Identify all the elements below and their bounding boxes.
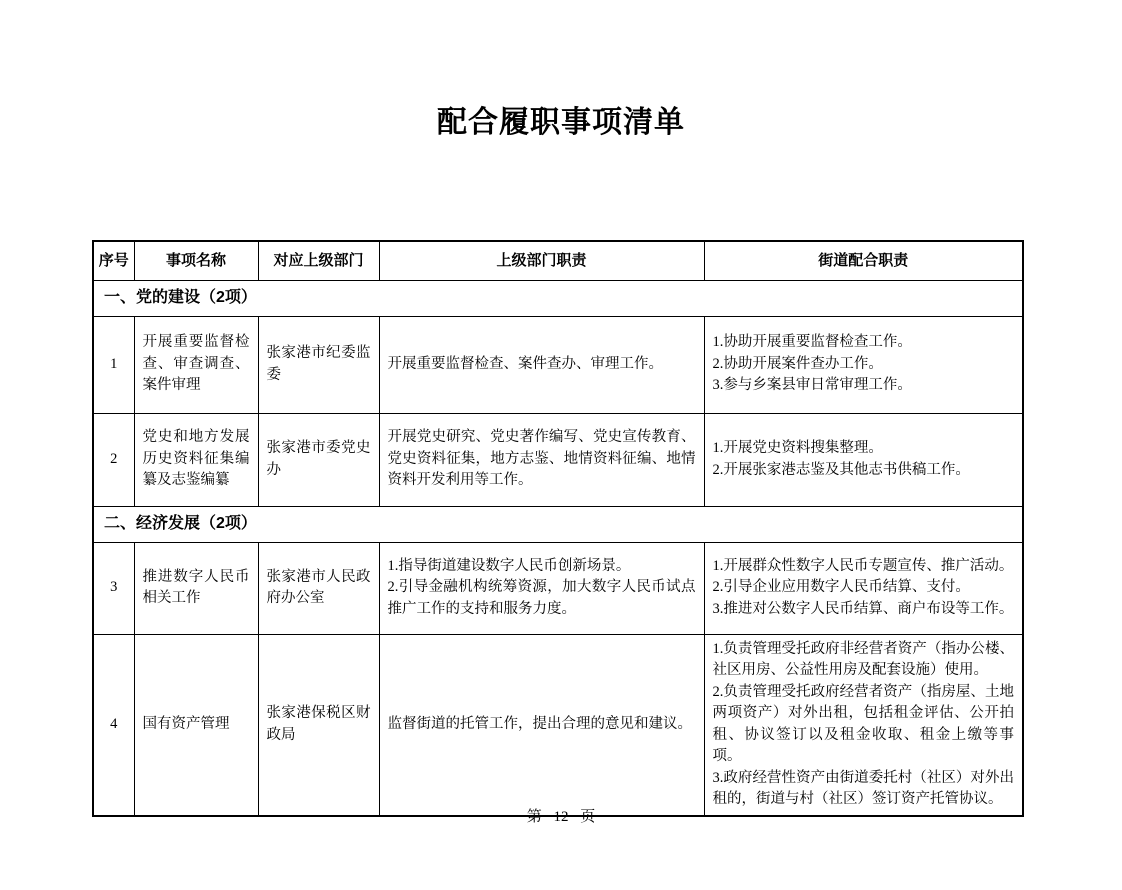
cell-serial-number: 2 bbox=[93, 413, 134, 506]
cell-serial-number: 1 bbox=[93, 316, 134, 413]
duty-line: 2.引导企业应用数字人民币结算、支付。 bbox=[712, 579, 970, 596]
cell-serial-number: 3 bbox=[93, 542, 134, 634]
duty-line: 监督街道的托管工作，提出合理的意见和建议。 bbox=[387, 715, 692, 732]
section-title: 一、党的建设（2项） bbox=[93, 280, 1023, 316]
cell-superior-duties bbox=[379, 316, 704, 413]
cell-item-name: 党史和地方发展历史资料征集编纂及志鉴编纂 bbox=[134, 413, 258, 506]
header-superior-department: 对应上级部门 bbox=[258, 241, 379, 280]
cell-superior-department: 张家港市纪委监委 bbox=[258, 316, 379, 413]
cell-superior-duties bbox=[379, 413, 704, 506]
duty-line: 3.推进对公数字人民币结算、商户布设等工作。 bbox=[712, 600, 1014, 617]
duty-line: 1.协助开展重要监督检查工作。 bbox=[712, 334, 912, 351]
cell-street-duties bbox=[704, 413, 1023, 506]
header-item-name: 事项名称 bbox=[134, 241, 258, 280]
section-header-economic-development bbox=[93, 506, 1023, 542]
cell-item-name: 推进数字人民币相关工作 bbox=[134, 542, 258, 634]
cell-item-name: 国有资产管理 bbox=[134, 634, 258, 816]
cell-street-duties bbox=[704, 316, 1023, 413]
duty-line: 3.政府经营性资产由街道委托村（社区）对外出租的，街道与村（社区）签订资产托管协议。 bbox=[712, 769, 1014, 807]
duty-items-table bbox=[92, 240, 1024, 817]
header-serial-number: 序号 bbox=[93, 241, 134, 280]
cell-street-duties bbox=[704, 542, 1023, 634]
cell-superior-duties bbox=[379, 542, 704, 634]
duty-line: 1.开展党史资料搜集整理。 bbox=[712, 440, 883, 456]
cell-superior-department: 张家港市委党史办 bbox=[258, 413, 379, 506]
table-row bbox=[93, 413, 1023, 506]
header-street-duties: 街道配合职责 bbox=[704, 241, 1023, 280]
duty-line: 3.参与乡案县审日常审理工作。 bbox=[712, 377, 912, 394]
header-superior-duties: 上级部门职责 bbox=[379, 241, 704, 280]
page-title: 配合履职事项清单 bbox=[437, 106, 685, 139]
cell-serial-number: 4 bbox=[93, 634, 134, 816]
duty-line: 1.开展群众性数字人民币专题宣传、推广活动。 bbox=[712, 557, 1014, 574]
duty-line: 2.负责管理受托政府经营者资产（指房屋、土地两项资产）对外出租，包括租金评估、公开拍租、协议签订以及租金收取、租金上缴等事项。 bbox=[712, 683, 1014, 764]
duty-line: 1.指导街道建设数字人民币创新场景。 bbox=[387, 557, 631, 574]
cell-superior-department: 张家港保税区财政局 bbox=[258, 634, 379, 816]
duty-line: 开展党史研究、党史著作编写、党史宣传教育、党史资料征集，地方志鉴、地情资料征编、地情资料开发利用等工作。 bbox=[387, 429, 696, 489]
section-title: 二、经济发展（2项） bbox=[93, 506, 1023, 542]
table-header-row bbox=[93, 241, 1023, 280]
duty-line: 2.协助开展案件查办工作。 bbox=[712, 355, 883, 372]
duty-line: 2.引导金融机构统筹资源，加大数字人民币试点推广工作的支持和服务力度。 bbox=[387, 579, 696, 617]
duty-line: 开展重要监督检查、案件查办、审理工作。 bbox=[387, 355, 663, 372]
table-row bbox=[93, 634, 1023, 816]
cell-street-duties bbox=[704, 634, 1023, 816]
cell-item-name: 开展重要监督检查、审查调查、案件审理 bbox=[134, 316, 258, 413]
cell-superior-duties bbox=[379, 634, 704, 816]
page-number: 第 12 页 bbox=[526, 809, 596, 825]
duty-line: 1.负责管理受托政府非经营者资产（指办公楼、社区用房、公益性用房及配套设施）使用。 bbox=[712, 640, 1014, 678]
table-row bbox=[93, 316, 1023, 413]
duty-line: 2.开展张家港志鉴及其他志书供稿工作。 bbox=[712, 461, 970, 478]
table-row bbox=[93, 542, 1023, 634]
section-header-party-building bbox=[93, 280, 1023, 316]
cell-superior-department: 张家港市人民政府办公室 bbox=[258, 542, 379, 634]
